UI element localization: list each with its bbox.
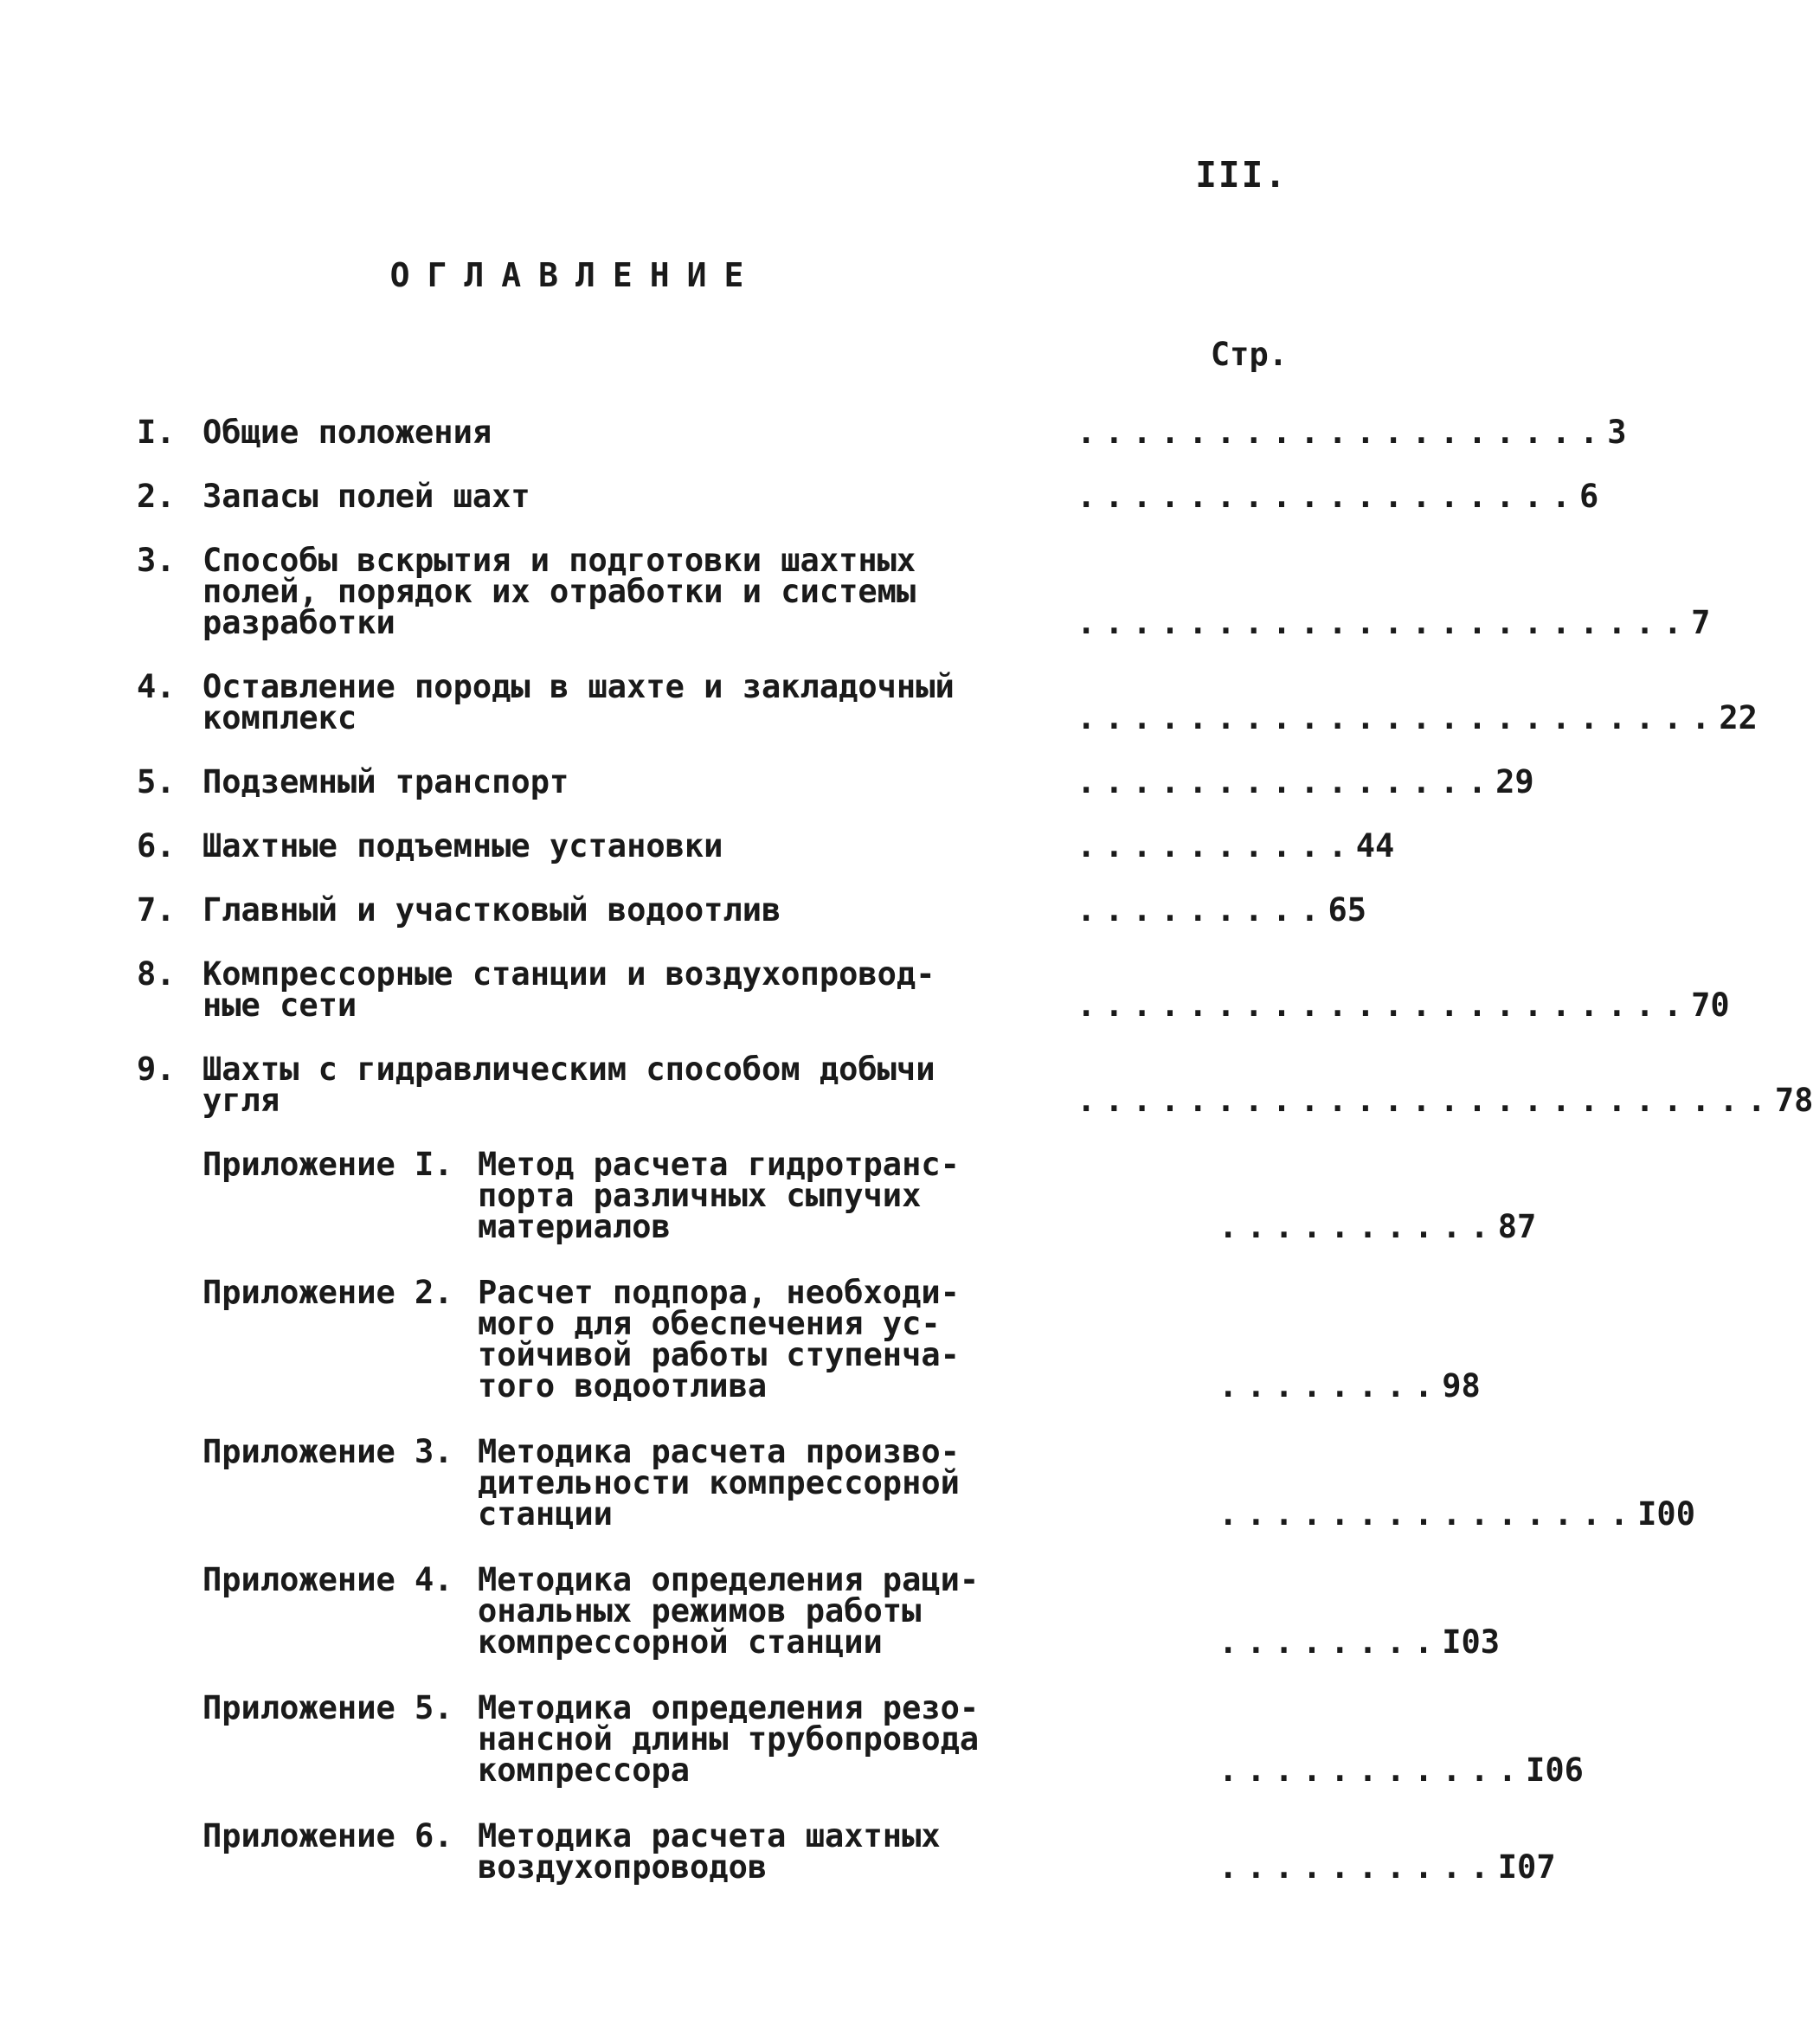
toc-appendix-4[interactable] [137,1561,1501,1661]
toc-entry-5[interactable] [137,763,1534,800]
toc-leader-dots: ...................... [1077,604,1692,641]
toc-entry-page: 65 [1328,891,1367,929]
toc-leader-dots: .................. [1077,478,1579,515]
toc-leader-dots: ............... [1077,763,1496,800]
toc-leader-dots: ........ [1218,1623,1443,1661]
toc-entry-page: 7 [1691,604,1711,641]
toc-leader-dots: ......... [1077,891,1328,929]
toc-leader-dots: ....................... [1077,699,1720,736]
toc-entry-title: Способы вскрытия и подготовки шахтных полей, порядок их отработки и системы разработки [203,542,916,641]
toc-entry-9[interactable] [137,1051,1813,1119]
appendix-label: Приложение 2. [203,1274,453,1311]
toc-entry-page: 3 [1607,414,1627,451]
appendix-title: Методика расчета шахтных воздухопроводов [478,1817,941,1886]
toc-leader-dots: ................... [1077,414,1608,451]
toc-entry-8[interactable] [137,955,1730,1024]
toc-entry-page: 98 [1442,1367,1481,1404]
toc-entry-title: Главный и участковый водоотлив [203,891,781,929]
toc-appendix-2[interactable] [137,1274,1481,1404]
toc-appendix-6[interactable] [137,1817,1556,1886]
toc-entry-title: Шахтные подъемные установки [203,827,723,865]
toc-entry-4[interactable] [137,668,1758,736]
toc-entry-page: 22 [1719,699,1758,736]
toc-entry-page: 29 [1495,763,1534,800]
toc-entry-number: 6. [137,827,176,865]
table-of-contents [137,414,1813,1918]
toc-appendix-3[interactable] [137,1433,1695,1533]
toc-entry-7[interactable] [137,891,1367,929]
page-title: ОГЛАВЛЕНИЕ [389,256,762,294]
toc-entry-page: I07 [1497,1848,1556,1886]
appendix-label: Приложение 3. [203,1433,453,1470]
toc-entry-title: Общие положения [203,414,492,451]
appendix-title: Методика расчета произво- дительности компрессорной станции [478,1433,960,1533]
toc-leader-dots: ......................... [1077,1082,1775,1119]
appendix-title: Метод расчета гидротранс- порта различных сыпучих материалов [478,1146,960,1245]
toc-entry-page: 70 [1691,987,1730,1024]
toc-entry-page: I00 [1637,1495,1695,1533]
toc-entry-1[interactable] [137,414,1627,451]
toc-entry-6[interactable] [137,827,1395,865]
toc-entry-number: 2. [137,478,176,515]
toc-entry-page: I06 [1526,1752,1584,1789]
appendix-label: Приложение I. [203,1146,453,1183]
toc-appendix-5[interactable] [137,1689,1584,1789]
toc-entry-title: Подземный транспорт [203,763,569,800]
toc-leader-dots: ........... [1218,1752,1527,1789]
toc-entry-2[interactable] [137,478,1599,515]
toc-entry-number: I. [137,414,176,451]
toc-leader-dots: ........ [1218,1367,1443,1404]
toc-entry-number: 8. [137,955,176,993]
page-number: III. [1195,154,1288,196]
toc-entry-page: 87 [1497,1208,1537,1245]
toc-entry-page: 78 [1774,1082,1813,1119]
toc-entry-title: Запасы полей шахт [203,478,530,515]
toc-entry-number: 9. [137,1051,176,1088]
toc-entry-page: 44 [1355,827,1395,865]
toc-entry-number: 4. [137,668,176,705]
appendix-title: Расчет подпора, необходи- мого для обеспечения ус- тойчивой работы ступенча- того водоотлива [478,1274,960,1404]
page-column-label: Стр. [1210,336,1288,373]
toc-entry-number: 5. [137,763,176,800]
toc-entry-3[interactable] [137,542,1711,641]
toc-entry-number: 7. [137,891,176,929]
toc-entry-number: 3. [137,542,176,579]
toc-entry-title: Шахты с гидравлическим способом добычи угля [203,1051,935,1119]
toc-entry-page: I03 [1442,1623,1501,1661]
toc-leader-dots: .......... [1218,1848,1498,1886]
toc-entry-page: 6 [1578,478,1599,515]
toc-leader-dots: ............... [1218,1495,1638,1533]
appendix-title: Методика определения раци- ональных режимов работы компрессорной станции [478,1561,980,1661]
appendix-label: Приложение 6. [203,1817,453,1854]
toc-leader-dots: .......... [1218,1208,1498,1245]
toc-leader-dots: .......... [1077,827,1356,865]
appendix-label: Приложение 5. [203,1689,453,1726]
toc-leader-dots: ...................... [1077,987,1692,1024]
toc-entry-title: Компрессорные станции и воздухопровод- ные сети [203,955,935,1024]
toc-entry-title: Оставление породы в шахте и закладочный комплекс [203,668,955,736]
appendix-title: Методика определения резо- нансной длины трубопровода компрессора [478,1689,980,1789]
appendix-label: Приложение 4. [203,1561,453,1598]
toc-appendix-1[interactable] [137,1146,1537,1245]
